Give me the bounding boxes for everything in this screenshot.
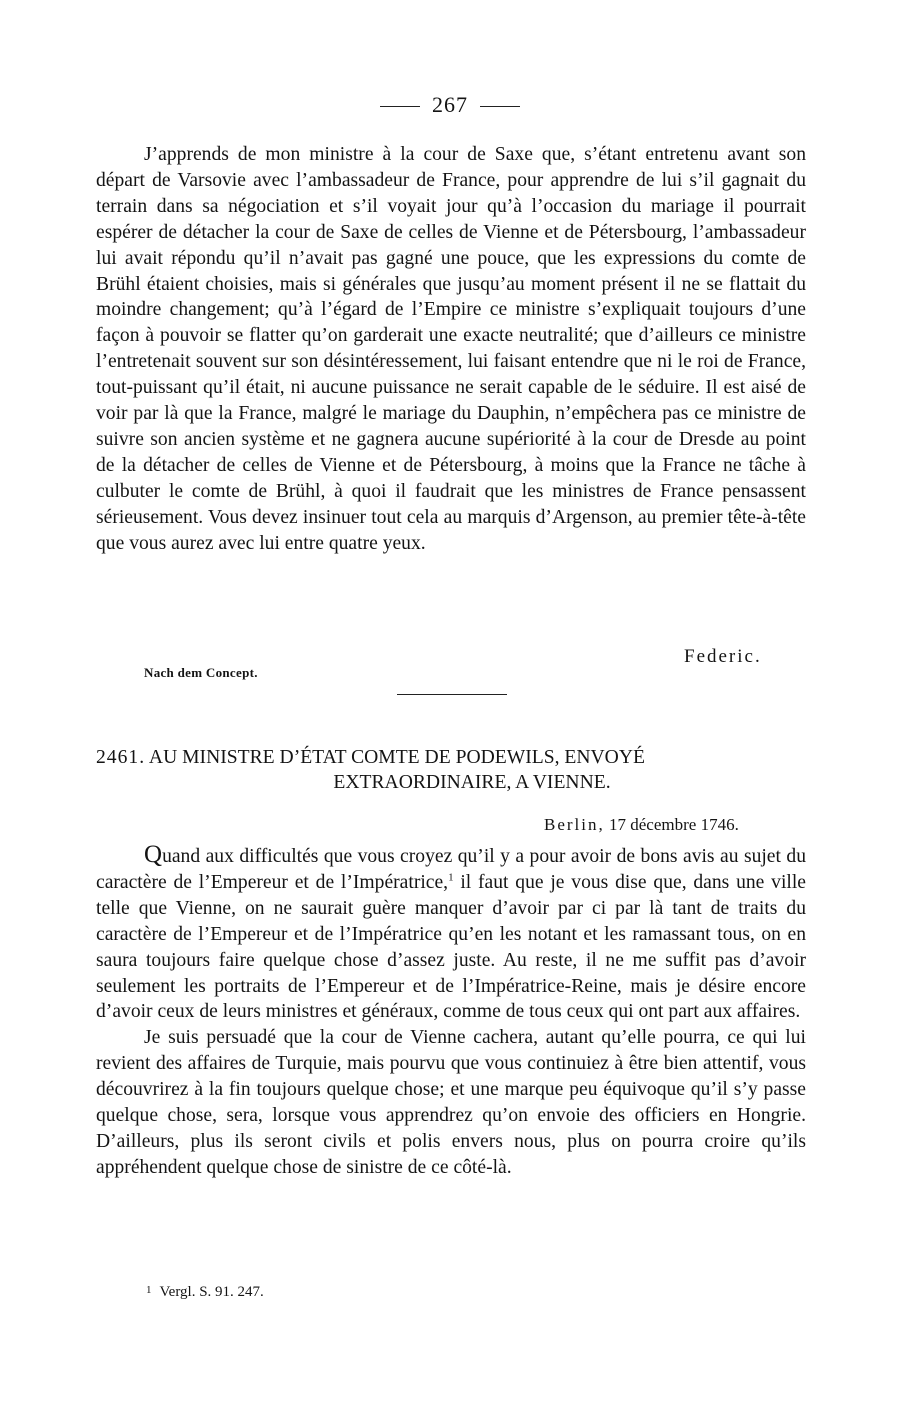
paragraph-1-text-a: uand aux difficultés que vous croyez qu’il y a pour avoir de bons avis au sujet du caractère de l’Empereur et de l’Impératrice,: [96, 846, 806, 893]
page-header: [0, 92, 900, 118]
header-rule-left: [380, 106, 420, 107]
page-number: 267: [432, 92, 468, 117]
initial-letter: Q: [144, 841, 163, 868]
dateline-date: 17 décembre 1746.: [609, 815, 739, 834]
letter-continuation: [96, 142, 806, 557]
document-heading: [96, 745, 808, 795]
letter-paragraph: J’apprends de mon ministre à la cour de Saxe que, s’étant entretenu avant son départ de Varsovie avec l’ambassadeur de France, pour apprendre de lui s’il gagnait du terrain dans sa négociation et s’il voyait jour qu’à l’occasion du mariage il pourrait espérer de détacher la cour de Saxe de celles de Vienne et de Pétersbourg, l’ambassadeur lui avait répondu qu’il n’avait pas gagné une pouce, que les expressions du comte de Brühl étaient choisies, mais si générales que jusqu’au moment présent il ne se flattait du moindre changement; qu’à l’égard de l’Empire ce ministre s’expliquait toujours d’une façon à pouvoir se flatter qu’on garderait une exacte neutralité; que d’ailleurs ce ministre l’entretenait souvent sur son désintéressement, lui faisant entendre que ni le roi de France, tout-puissant qu’il était, ni aucune puissance ne serait capable de le séduire. Il est aisé de voir par là que la France, malgré le mariage du Dauphin, n’empêchera pas ce ministre de suivre son ancien système et ne gagnera aucune supériorité à la cour de Dresde au point de la détacher de celles de Vienne et de Pétersbourg, à moins que la France ne tâche à culbuter le comte de Brühl, à quoi il faudrait que les ministres de France pensassent sérieusement. Vous devez insinuer tout cela au marquis d’Argenson, au premier tête-à-tête que vous aurez avec lui entre quatre yeux.: [96, 144, 806, 554]
footnote-mark: 1: [146, 1284, 152, 1296]
footnote: [146, 1284, 264, 1301]
letter-paragraph-2: Je suis persuadé que la cour de Vienne cachera, autant qu’elle pourra, ce qui lui revient des affaires de Turquie, mais pourvu que vous continuiez à être bien attentif, vous découvrirez à la fin toujours quelque chose; et une marque peu équivoque qu’il s’y passe quelque chose, sera, lorsque vous apprendrez qu’on envoie des officiers en Hongrie. D’ailleurs, plus ils seront civils et polis envers nous, plus on pourra croire qu’ils appréhendent quelque chose de sinistre de ce côté-là.: [96, 1027, 806, 1178]
header-rule-right: [480, 106, 520, 107]
footnote-reference: 1: [448, 871, 454, 884]
document-title-line-1: AU MINISTRE D’ÉTAT COMTE DE PODEWILS, ENVOYÉ: [148, 747, 645, 768]
dateline: [544, 815, 739, 835]
paragraph-1-text-b: il faut que je vous dise que, dans une ville telle que Vienne, on ne saurait guère manquer d’avoir par ci par là tant de traits du caractère de l’Empereur et de l’Impératrice qu’en les notant et les ramassant tous, on en saura toujours faire quelque chose d’assez juste. Au reste, il ne me suffit pas d’avoir seulement les portraits de l’Empereur et de l’Impératrice-Reine, mais je désire encore d’avoir ceux de leurs ministres et généraux, comme de tous ceux qui ont part aux affaires.: [96, 871, 806, 1023]
letter-paragraph-1: [96, 842, 806, 1025]
dateline-place: Berlin,: [544, 815, 605, 834]
document-number: 2461.: [96, 747, 146, 768]
document-title-line-2: EXTRAORDINAIRE, A VIENNE.: [333, 772, 611, 793]
section-separator: [397, 694, 507, 695]
footnote-text: Vergl. S. 91. 247.: [159, 1284, 264, 1300]
source-note: Nach dem Concept.: [144, 665, 258, 680]
letter-body: [96, 842, 806, 1181]
signature: Federic.: [684, 646, 762, 667]
